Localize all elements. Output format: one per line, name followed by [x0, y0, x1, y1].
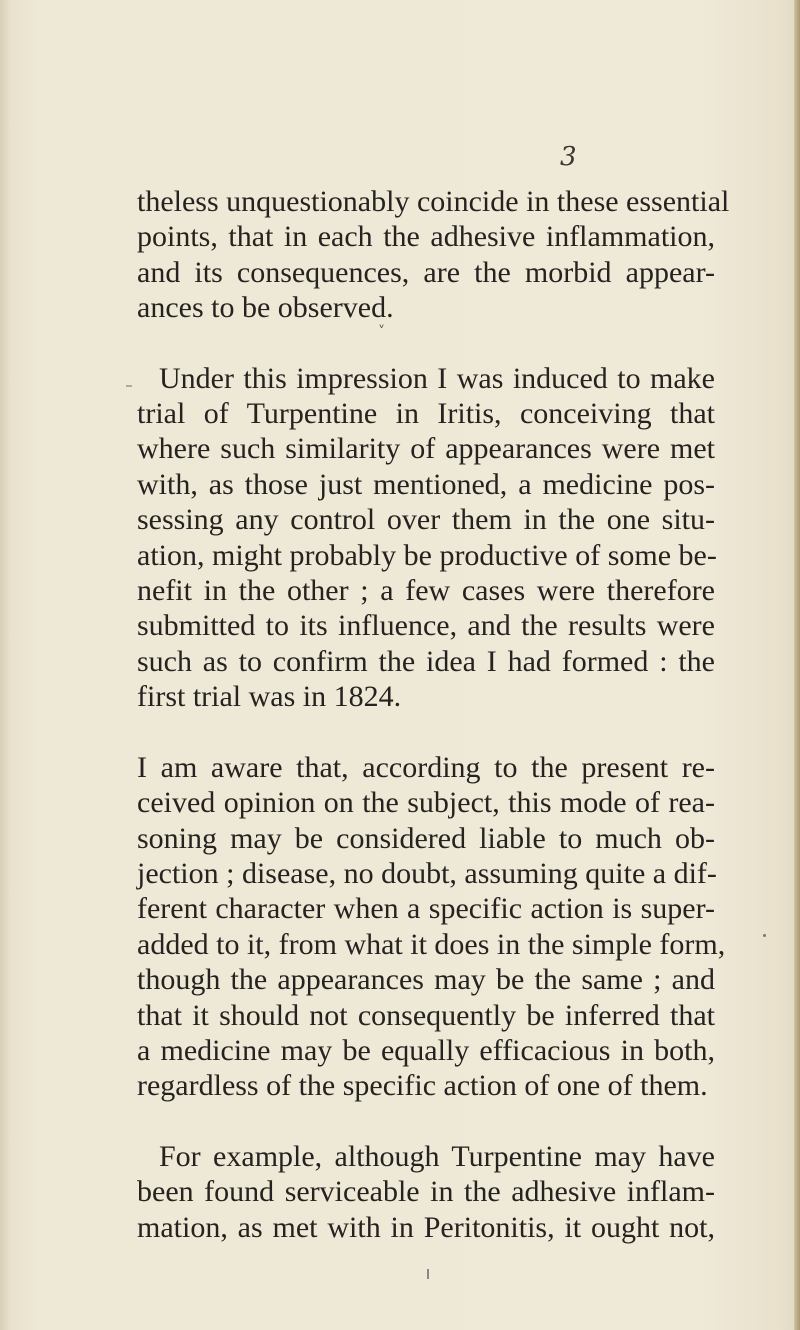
text-line: that it should not consequently be inferred that: [137, 998, 715, 1032]
text-line: For example, although Turpentine may have: [159, 1139, 715, 1173]
page-edge: [794, 0, 800, 1330]
text-line: Under this impression I was induced to make: [159, 361, 715, 395]
paragraph-2: [137, 361, 715, 715]
text-line: such as to confirm the idea I had formed : the: [137, 644, 715, 678]
text-line: soning may be considered liable to much ob-: [137, 821, 715, 855]
text-line: added to it, from what it does in the simple form,: [137, 927, 726, 961]
text-line: mation, as met with in Peritonitis, it ought not,: [137, 1210, 715, 1244]
text-line: where such similarity of appearances were met: [137, 432, 715, 466]
text-line: though the appearances may be the same ; and: [137, 963, 715, 997]
paragraph-3: [137, 750, 726, 1104]
text-line: been found serviceable in the adhesive inflam-: [137, 1175, 715, 1209]
text-line: trial of Turpentine in Iritis, conceiving that: [137, 397, 715, 431]
text-line: ances to be observed.: [137, 291, 394, 325]
text-line: with, as those just mentioned, a medicine pos-: [137, 467, 715, 501]
page-number: 3: [560, 142, 577, 172]
text-line: points, that in each the adhesive inflammation,: [137, 220, 715, 254]
text-line: nefit in the other ; a few cases were therefore: [137, 574, 715, 608]
text-line: regardless of the specific action of one of them.: [137, 1069, 708, 1103]
page-gutter-shadow: [0, 0, 10, 1330]
text-line: I am aware that, according to the present re-: [137, 750, 715, 784]
paragraph-1: [137, 184, 730, 326]
text-line: submitted to its influence, and the results were: [137, 609, 715, 643]
text-line: ation, might probably be productive of some be-: [137, 538, 717, 572]
caret-mark: ˅: [378, 324, 385, 340]
text-line: ceived opinion on the subject, this mode of rea-: [137, 786, 715, 820]
text-line: a medicine may be equally efficacious in both,: [137, 1033, 715, 1067]
paragraph-4: [137, 1139, 715, 1245]
text-line: jection ; disease, no doubt, assuming quite a dif-: [137, 856, 717, 890]
margin-mark: [126, 385, 132, 387]
text-line: theless unquestionably coincide in these essential: [137, 185, 730, 218]
text-line: first trial was in 1824.: [137, 680, 402, 714]
text-line: ferent character when a specific action is super-: [137, 892, 715, 926]
margin-dot: [763, 934, 766, 937]
text-line: sessing any control over them in the one situ-: [137, 503, 715, 537]
text-line: and its consequences, are the morbid appear-: [137, 255, 715, 289]
body-text: [137, 184, 730, 1280]
